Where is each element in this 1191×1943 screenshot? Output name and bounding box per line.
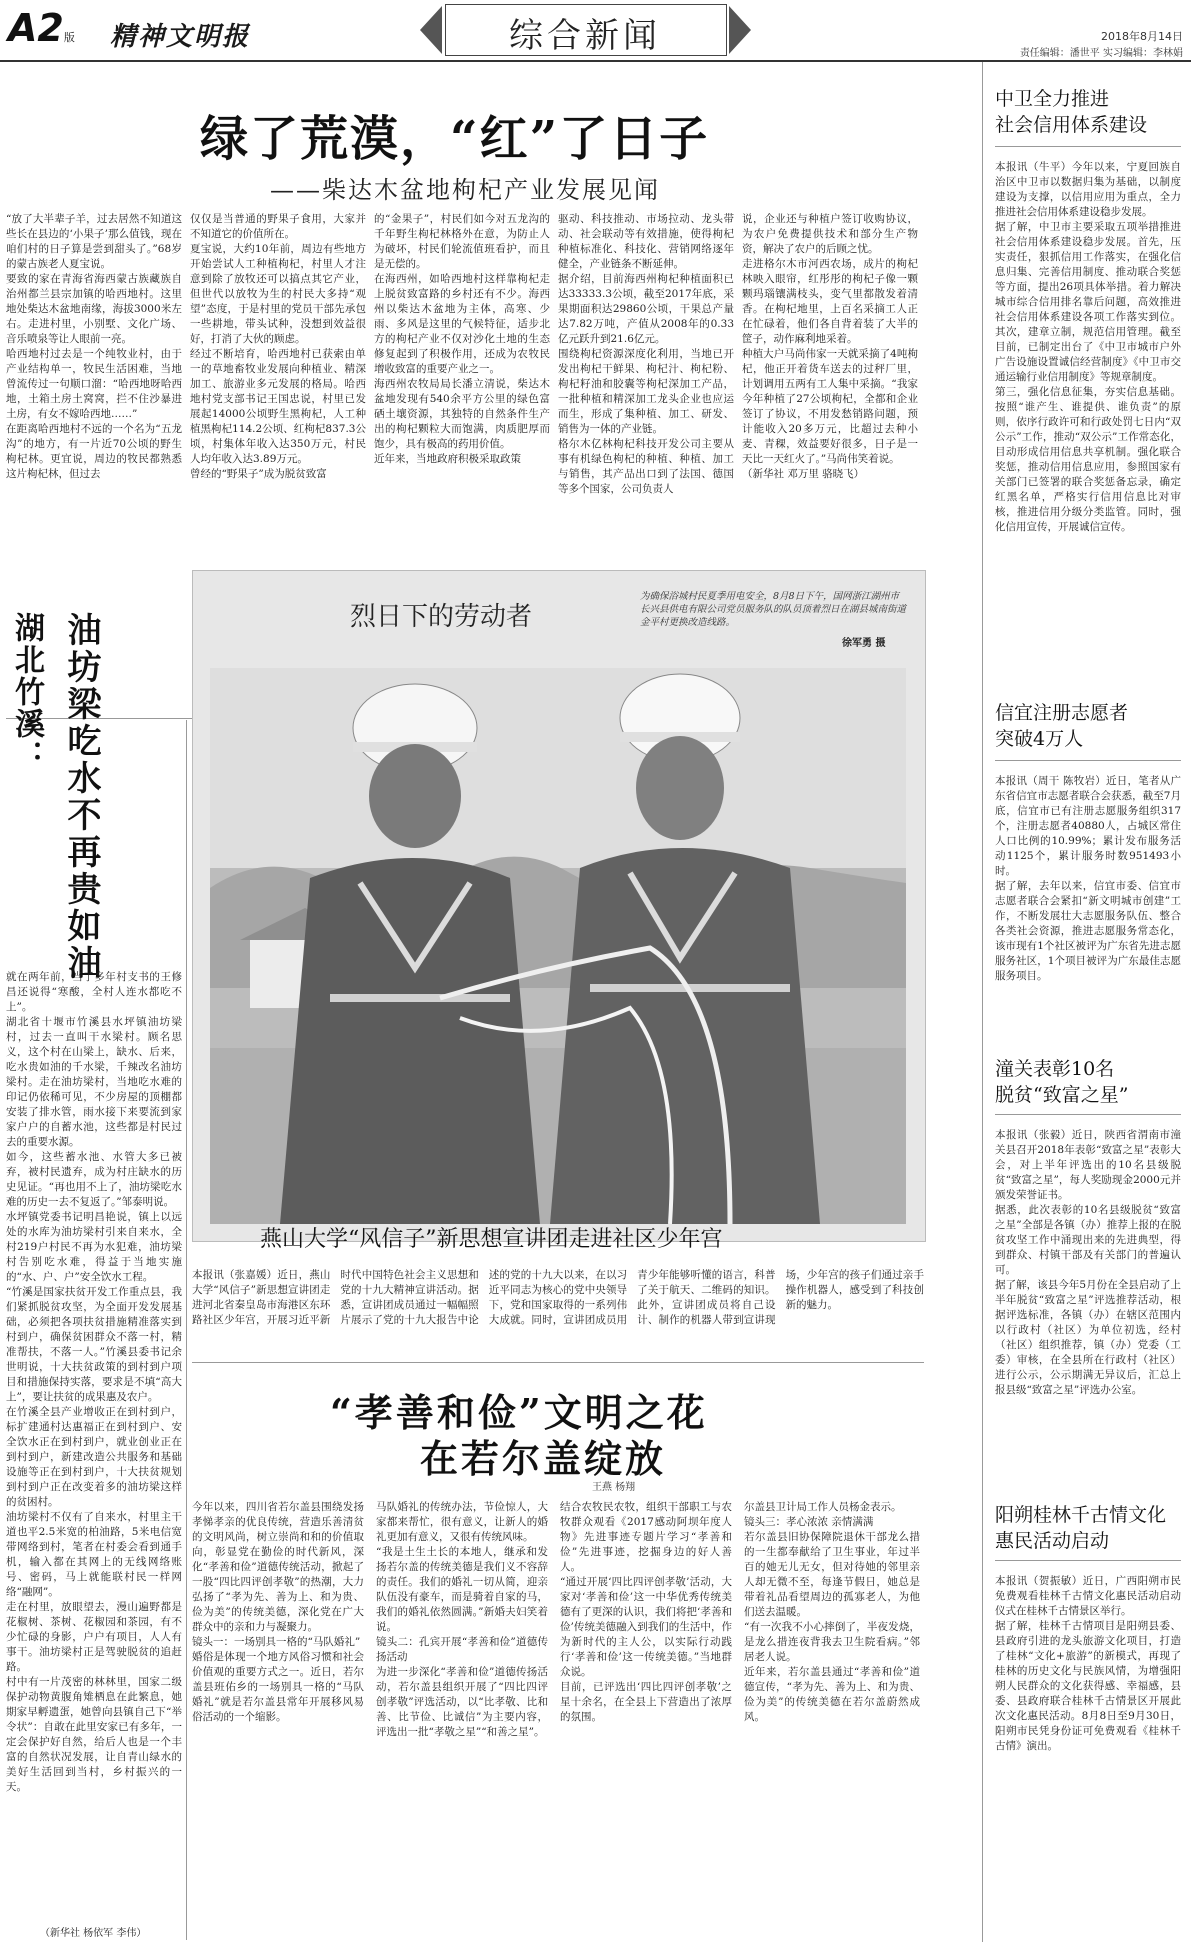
oil-body: 就在两年前，当了多年村支书的王修昌还说得“寒酸，全村人连水都吃不上”。 湖北省十堰市竹溪县水坪镇油坊梁村，过去一直叫干水梁村。顾名思义，这个村在山梁上，缺水、后来，吃水贵如油的千水梁，千辣改名油坊梁村。走在油坊梁村，当地吃水难的印记仍依稀可见，不少房屋的顶棚都安装了排水管，雨水接下来要流到家家户户的自蓄水池，这些都是村民过去的重要水源。 如今，这些蓄水池、水管大多已被弃，被村民遗弃，成为村庄缺水的历史见证。“再也用不上了，油坊梁吃水难的历史一去不复返了。”邹泰明说。 水坪镇党委书记明昌艳说，镇上以远处的水库为油坊梁村引来自来水，全村219户村民不再为水犯难，油坊梁村告别吃水难，得益于当地实施的“水、户、户”安全饮水工程。 “竹溪是国家扶贫开发工作重点县，我们紧抓脱贫攻坚，为全面开发发展基础，必须把各项扶贫措施精准落实到村到户，确保贫困群众不落一村，精准帮扶，不落一人。”竹溪县委书记余世明说，十大扶贫政策的到村到户项目和措施保持实落，要求是不填“高大上”，要让扶贫的成果惠及农户。 在竹溪全县产业增收正在到村到户，标扩建通村达惠福正在到村到户、安全饮水正在到村到户，就业创业正在到村到户，新建改造公共服务和基础设施等正在到村到户，十大扶贫规划到村到户正在改变着多的油坊梁这样的贫困村。 油坊梁村不仅有了自来水，村里主干道也平2.5米宽的柏油路，5米电信宽带网络到村，笔者在村委会看到通手机，输入都在其网上的无线网络账号、密码，马上就能联村民一样网络“融网”。 走在村里，放眼望去，漫山遍野都是花椒树、茶树、花椒园和茶园，有不少忙碌的身影，户户有项目，人人有事干。油坊梁村正是驾驶脱贫的追赶路。 村中有一片茂密的林林里，国家二级保护动物黄腹角雉栖息在此繁息，她期家早孵遗蛋，她曾向县镇自己下“举令状”：自敢在此里安家已有多年，一定会保护好自然，给后人也是一个丰富的自然状况发展，让自青山绿水的美好生活回到当村，乡村振兴的一天。 bbox=[6, 971, 182, 1793]
side-article-4-body: 本报讯（贺振敏）近日，广西阳朔市民免费观看桂林千古情文化惠民活动启动仪式在桂林千古情景区举行。 据了解，桂林千古情项目是阳朔县委、县政府引进的龙头旅游文化项目，打造了桂林“文化+旅游”的新模式，再现了桂林的历史文化与民族风情，为增强阳朔人民群众的文化获得感、幸福感，县委、县政府联合桂林千古情景区开展此次文化惠民活动。8月8日至9月30日，阳朔市民凭身份证可免费观看《桂林千古情》演出。 bbox=[995, 1575, 1181, 1752]
lead-column-5: 说，企业还与种植户签订收购协议，为农户免费提供技术和部分生产物资，解决了农户的后顾之忧。 走进格尔木市河西农场，成片的枸杞林映入眼帘，红彤彤的枸杞子像一颗颗玛瑙镶满枝头，变气里都散发着清香。在枸杞地里，上百名采摘工人正在忙碌着，他们各自背着装了大半的筐子，动作麻利地采着。 种植大户马尚伟家一天就采摘了4吨枸杞，他正开着货车送去的过秤厂里，计划调用五两有工人集中采摘。“我家今年种植了27公顷枸杞，全都和企业签订了协议，不用发愁销路问题，预计能收入20多万元，比超过去种小麦、青稞，效益要好很多，日子是一天比一天红火了。”马尚伟笑着说。 （新华社 邓万里 骆晓飞） bbox=[742, 213, 918, 480]
xiao-column-4: 尔盖县卫计局工作人员杨金表示。 镜头三：孝心浓浓 亲情满满 若尔盖县旧协保障院退休干部龙么措的一生都奉献给了卫生事业，年过半百的她无儿无女，但对待她的邻里亲人却无微不至，每逢节假日，她总是带着礼品看望周边的孤寡老人，为他们送去温暖。 “有一次我不小心摔倒了，半夜发烧，是龙么措连夜背我去卫生院看病。”邻居老人说。 近年来，若尔盖县通过“孝善和俭”道德宣传，“孝为先、善为上、和为贵、俭为美”的传统美德在若尔盖蔚然成风。 bbox=[744, 1501, 920, 1723]
side-article-3-title-line-2: 脱贫“致富之星” bbox=[995, 1084, 1129, 1106]
workers-photo-svg bbox=[210, 668, 906, 1224]
xiao-byline: 王燕 杨翔 bbox=[592, 1482, 636, 1493]
section-name: 综合新闻 bbox=[509, 16, 661, 56]
youth-divider bbox=[192, 1362, 924, 1363]
youth-title: 燕山大学“风信子”新思想宣讲团走进社区少年宫 bbox=[260, 1227, 723, 1252]
photo-caption: 为确保浴城村民夏季用电安全，8月8日下午，国网浙江湖州市长兴县供电有限公司党员服务队的队员顶着烈日在湖县城南街道金平村更换改造线路。 bbox=[640, 591, 907, 628]
side-article-1-title bbox=[995, 86, 1181, 138]
header-arrow-right bbox=[729, 6, 751, 54]
side-article-3-body: 本报讯（张毅）近日，陕西省渭南市潼关县召开2018年表彰“致富之星”表彰大会，对上半年评选出的10名县级脱贫“致富之星”，每人奖励现金2000元并颁发荣誉证书。 据悉，此次表彰的10名县级脱贫“致富之星”全部是各镇（办）推荐上报的在脱贫攻坚工作中涌现出来的先进典型，得到群众、村镇干部及有关部门的普遍认可。 据了解，该县今年5月份在全县启动了上半年脱贫“致富之星”评选推荐活动，根据评选标准，各镇（办）在辖区范围内以行政村（社区）为单位初选，经村（社区）组织推荐，镇（办）党委（工委）审核，在全县所在行政村（社区）进行公示，公示期满无异议后，汇总上报县级“致富之星”评选办公室。 bbox=[995, 1129, 1181, 1396]
side-article-2-body: 本报讯（周干 陈牧岩）近日，笔者从广东省信宜市志愿者联合会获悉，截至7月底，信宜市已有注册志愿服务组织317个，注册志愿者40880人，占城区常住人口比例的10.99%；累计发布服务活动1125个，累计服务时数951493小时。 据了解，去年以来，信宜市委、信宜市志愿者联合会紧扣“新文明城市创建”工作，不断发展壮大志愿服务队伍、整合各类社会资源，推进志愿服务常态化，该市现有1个社区被评为广东省先进志愿服务社区，1个项目被评为广东最佳志愿服务项目。 bbox=[995, 775, 1181, 982]
xiao-title-line-2: 在若尔盖绽放 bbox=[420, 1436, 667, 1481]
lead-column-1: “放了大半辈子羊，过去居然不知道这些长在县边的‘小果子’那么值钱，现在咱们村的日子算是尝到甜头了。”68岁的蒙古族老人夏宝说。 要致的家在青海省海西蒙古族藏族自治州都兰县宗加镇的哈西地村。这里地处柴达木盆地南缘，海拔3000米左右。走进村里，小别墅、文化广场、音乐喷泉等让人眼前一亮。 哈西地村过去是一个纯牧业村，由于产业结构单一，牧民生活困难，当地曾流传过一句顺口溜：“哈西地呀哈西地，土箱土房土窝窝，拦不住沙暴进土房，有女不嫁哈西地……” 在距离哈西地村不远的一个名为“五龙沟”的地方，有一片近70公顷的野生枸杞林。更宜说，周边的牧民都熟悉这片枸杞林，但过去 bbox=[6, 213, 182, 480]
side-article-2-title-line-1: 信宜注册志愿者 bbox=[995, 702, 1129, 724]
masthead bbox=[0, 0, 1191, 62]
lead-column-3: 的“金果子”，村民们如今对五龙沟的千年野生枸杞林格外在意，为防止人为破坏，村民们轮流值班看护，而且是无偿的。 在海西州，如哈西地村这样靠枸杞走上脱贫致富路的乡村还有不少。海西州以柴达木盆地为主体，高寒、少雨、多风是这里的气候特征，适步北方的枸杞产业不仅对沙化土地的生态修复起到了积极作用，还成为农牧民增收致富的重要产业之一。 海西州农牧局局长潘立清说，柴达木盆地发现有540余平方公里的绿色富硒土壤资源，其独特的自然条件生产出的枸杞颗粒大而饱满，肉质肥厚而饱少，具有极高的药用价值。 近年来，当地政府积极采取政策 bbox=[374, 213, 550, 465]
worker-left-face bbox=[369, 744, 461, 848]
xiao-column-1: 今年以来，四川省若尔盖县围绕发扬孝悌孝亲的优良传统，营造乐善清贫的文明风尚，树立崇尚和和的价值取向，彰显党在勤俭的时代新风，深化“孝善和俭”道德传统活动，掀起了一股“四比四评创孝敬”的热潮，大力弘扬了“孝为先、善为上、和为贵、俭为美”的传统美德，深化党在广大群众中的亲和力与凝聚力。 镜头一：一场别具一格的“马队婚礼” 婚俗是体现一个地方风俗习惯和社会价值观的重要方式之一。近日，若尔盖县班佑乡的一场别具一格的“马队婚礼”就是若尔盖县常年开展移风易俗活动的一个缩影。 bbox=[192, 1501, 364, 1723]
worker-left-vest bbox=[280, 858, 540, 1224]
photo-credit: 徐军勇 摄 bbox=[842, 638, 886, 649]
side-article-4-title-line-1: 阳朔桂林千古情文化 bbox=[995, 1504, 1167, 1526]
oil-vertical-title-2: 油坊梁吃水不再贵如油 bbox=[61, 612, 101, 982]
xiao-title-line-1: “孝善和俭”文明之花 bbox=[330, 1390, 708, 1435]
side-article-4-rule bbox=[995, 1560, 1181, 1561]
lead-column-4: 驱动、科技推动、市场拉动、龙头带动、社会联动等有效措施，使得枸杞种植标准化、科技化、营销网络逐年健全，产业链条不断延伸。 据介绍，目前海西州枸杞种植面积已达33333.3公顷，截至2017年底，采果期面积达29860公顷，干果总产量达7.82万吨，产值从2008年的0.33亿元跃升到21.6亿元。 围绕枸杞资源深度化利用，当地已开发出枸杞干鲜果、枸杞汁、枸杞粉、枸杞籽油和胶囊等枸杞深加工产品，一批种植和精深加工龙头企业也应运而生，形成了集种植、加工、研发、销售为一体的产业链。 格尔木亿林枸杞科技开发公司主要从事有机绿色枸杞的种植、种植、加工与销售，其产品出口到了法国、德国等多个国家，公司负责人 bbox=[558, 213, 734, 495]
youth-body: 本报讯（张嘉媛）近日，燕山大学“风信子”新思想宣讲团走进河北省秦皇岛市海港区东环路社区少年宫，开展习近平新时代中国特色社会主义思想和党的十九大精神宣讲活动。据悉，宣讲团成员通过一幅幅照片展示了党的十九大报告中论述的党的十九大以来，在以习近平同志为核心的党中央领导下，党和国家取得的一系列伟大成就。同时，宣讲团成员用青少年能够听懂的语言，科普了关于航天、二维码的知识。此外，宣讲团成员将自己设计、制作的机器人带到宣讲现场，少年宫的孩子们通过亲手操作机器人，感受到了科技创新的魅力。 bbox=[192, 1269, 924, 1326]
oil-credit: （新华社 杨依军 李伟） bbox=[40, 1928, 147, 1939]
side-article-3-title-line-1: 潼关表彰10名 bbox=[995, 1058, 1115, 1080]
side-article-2-rule bbox=[995, 760, 1181, 761]
side-article-4-title bbox=[995, 1502, 1181, 1554]
oil-divider bbox=[186, 720, 187, 1940]
editor-line: 责任编辑：潘世平 实习编辑：李林娟 bbox=[1019, 48, 1183, 59]
worker-right-face bbox=[636, 736, 724, 840]
side-article-2-title-line-2: 突破4万人 bbox=[995, 728, 1084, 750]
lead-column-2: 仅仅是当普通的野果子食用，大家并不知道它的价值所在。 夏宝说，大约10年前，周边有些地方开始尝试人工种植枸杞，村里人才注意到除了放牧还可以搞点其它产业，但世代以放牧为生的村民大多持“观望”态度，于是村里的党员干部先承包一些耕地，带头试种，没想到效益很好，打消了大伙的顾虑。 经过不断培育，哈西地村已获索由单一的草地畜牧业发展向种植业、精深加工、旅游业多元发展的格局。哈西地村党支部书记王国忠说，村里已发展起14000公顷野生黑枸杞，人工种植黑枸杞114.2公顷、红枸杞837.3公顷，村集体年收入达350万元，村民人均年收入达3.89万元。 曾经的“野果子”成为脱贫致富 bbox=[190, 213, 366, 480]
photo-title: 烈日下的劳动者 bbox=[350, 602, 533, 632]
side-article-4-title-line-2: 惠民活动启动 bbox=[995, 1530, 1110, 1552]
sidebar-divider bbox=[982, 62, 983, 1942]
side-article-1-title-line-1: 中卫全力推进 bbox=[995, 88, 1110, 110]
side-article-3-title bbox=[995, 1056, 1181, 1108]
issue-date: 2018年8月14日 bbox=[1101, 30, 1183, 43]
side-article-1-title-line-2: 社会信用体系建设 bbox=[995, 114, 1148, 136]
side-article-3-rule bbox=[995, 1114, 1181, 1115]
workers-photo bbox=[210, 668, 906, 1224]
side-article-2-title bbox=[995, 700, 1181, 752]
xiao-column-2: 马队婚礼的传统办法，节俭惊人，大家都来帮忙，很有意义，让新人的婚礼更加有意义，又很有传统风味。 “我是土生土长的本地人，继承和发扬若尔盖的传统美德是我们义不容辞的责任。我们的婚礼一切从简，迎亲队伍没有豪车，而是骑着自家的马，我们的婚礼依然圆满。”新婚夫妇笑着说。 镜头二：孔宾开展“孝善和俭”道德传扬活动 为进一步深化“孝善和俭”道德传扬活动，若尔盖县组织开展了“四比四评创孝敬”评选活动，以“比孝敬、比和善、比节俭、比诚信”为主要内容，评选出一批“孝敬之星”“和善之星”。 bbox=[376, 1501, 548, 1738]
side-article-1-rule bbox=[995, 146, 1181, 147]
paper-name: 精神文明报 bbox=[110, 22, 251, 52]
xiao-column-3: 结合农牧民农牧，组织干部职工与农牧群众观看《2017感动阿坝年度人物》先进事迹专题片学习“孝善和俭”先进事迹，挖掘身边的好人善人。 “通过开展‘四比四评创孝敬’活动，大家对‘孝善和俭’这一中华优秀传统美德有了更深的认识，我们将把‘孝善和俭’传统美德融入到我们的生活中，作为新时代的主人公，以实际行动践行‘孝善和俭’这一传统美德。”当地群众说。 目前，已评选出‘四比四评创孝敬’之星十余名，在全县上下营造出了浓厚的氛围。 bbox=[560, 1501, 732, 1723]
page-label: A2版 bbox=[8, 6, 75, 50]
lead-title: 绿了荒漠，“红”了日子 bbox=[200, 111, 710, 167]
side-article-1-body: 本报讯（牛平）今年以来，宁夏回族自治区中卫市以数据归集为基础，以制度建设为支撑，以信用应用为重点，全力推进社会信用体系建设稳步发展。 据了解，中卫市主要采取五项举措推进社会信用体系建设稳步发展。首先，压实责任，狠抓信用工作落实，在强化信息归集、完善信用制度、推动联合奖惩等方面，提出26项具体举措。着力解决城市综合信用排名靠后问题，高效推进社会信用体系建设各项工作落实到位。其次，建章立制，规范信用管理。截至目前，已制定出台了《中卫市城市户外广告设施设置诚信经营制度》《中卫市交通运输行业信用制度》等规章制度。 第三，强化信息征集，夯实信息基础。按照“谁产生、谁提供、谁负责”的原则，依序行政许可和行政处罚七日内“双公示”工作，推动“双公示”工作常态化，目动形成信用信息共享机制。强化联合奖惩，推动信用信息应用，参照国家有关部门已签署的联合奖惩备忘录，确定红黑名单，严格实行信用信息比对审核，推进信用分级分类监管。同时，强化信用宣传，开展诚信宣传。 bbox=[995, 161, 1181, 533]
header-rule bbox=[0, 60, 1191, 62]
lead-subtitle: ——柴达木盆地枸杞产业发展见闻 bbox=[270, 176, 660, 204]
worker-right-vest bbox=[550, 848, 820, 1224]
header-arrow-left bbox=[420, 6, 442, 54]
oil-vertical-title-1: 湖北竹溪： bbox=[9, 612, 44, 772]
